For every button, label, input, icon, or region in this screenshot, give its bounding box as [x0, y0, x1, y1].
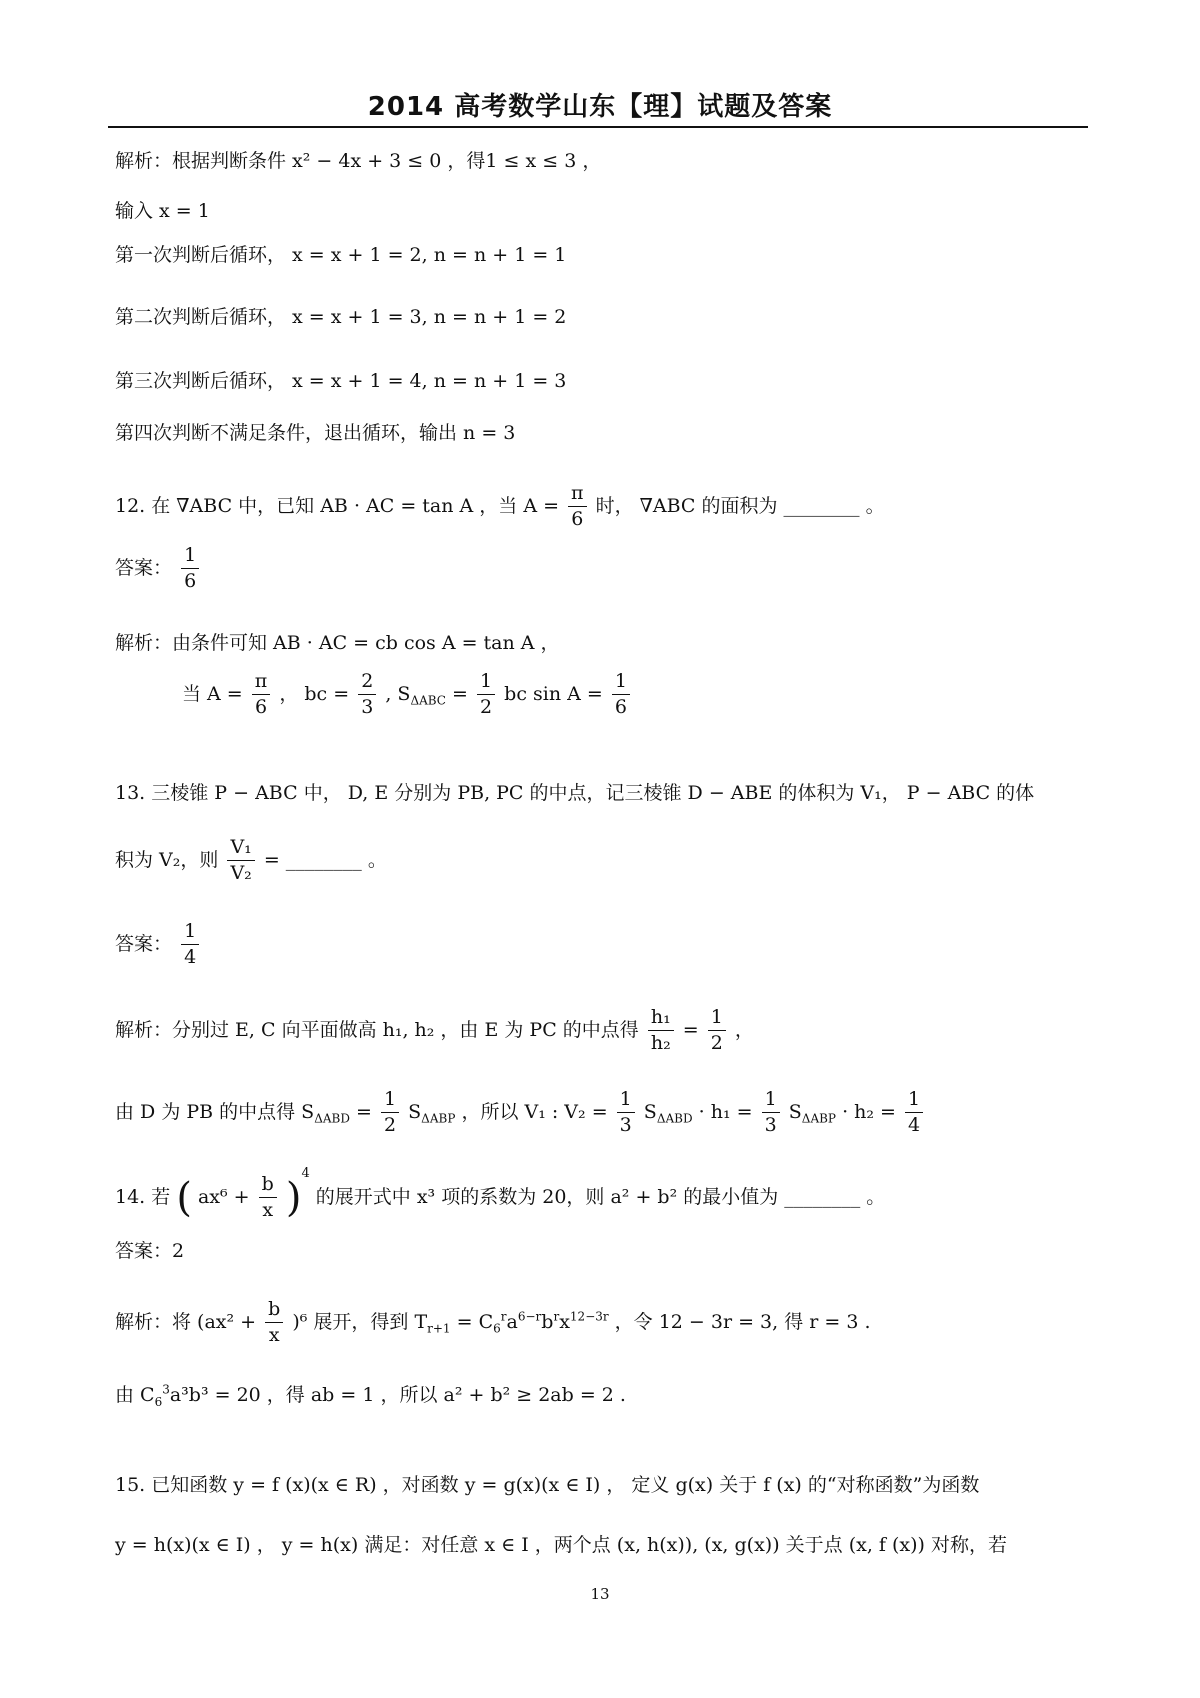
solution-14-line-1: 解析：将 (ax² + $\frac{b}{x}$ )⁶ 展开，得到 $T_{r+1} = C_6^ra^{6-r}b^rx^{12-3r}$ ，令 12 − 3r = 3, 得 r = 3 . — [115, 1298, 871, 1346]
answer-12: 答案： $\frac{1}{6}$ — [115, 546, 202, 592]
fraction-pi-6: $\frac{\pi}{6}$ — [568, 484, 587, 530]
solution-13-line-2: 由 D 为 PB 的中点得 $S_{\Delta ABD}$ = $\frac{1}{2}$ $S_{\Delta ABP}$ ，所以 V₁ : V₂ = $\frac{1}{3}$ $S_{\Delta ABD} \cdot h_1$ = $\frac{1}{3}$ $S_{\Delta ABP} \cdot h_2$ = $\frac{1}{4}$ — [115, 1090, 926, 1136]
solution-11-line-1: 解析：根据判断条件 x² − 4x + 3 ≤ 0 ，得1 ≤ x ≤ 3 ， — [115, 150, 602, 172]
answer-14: 答案：2 — [115, 1240, 185, 1262]
solution-13-line-1: 解析：分别过 E, C 向平面做高 h₁, h₂ ，由 E 为 PC 的中点得 $\frac{\text{h₁}}{\text{h₂}}$ = $\frac{1}{2}$ ， — [115, 1006, 754, 1054]
solution-11-line-6: 第四次判断不满足条件，退出循环，输出 n = 3 — [115, 422, 516, 444]
solution-11-line-2: 输入 x = 1 — [115, 200, 210, 222]
question-15-line-2: y = h(x)(x ∈ I) ， y = h(x) 满足：对任意 x ∈ I ，两个点 (x, h(x)), (x, g(x)) 关于点 (x, f (x)) 对称，若 — [115, 1534, 1007, 1556]
solution-11-line-5: 第三次判断后循环， x = x + 1 = 4, n = n + 1 = 3 — [115, 370, 567, 392]
page-number: 13 — [590, 1585, 610, 1603]
solution-14-line-2: 由 $C_6^3a^3b^3 = 20$ ，得 ab = 1 ，所以 a² + b² ≥ 2ab = 2 . — [115, 1382, 626, 1409]
answer-13-value: $\frac{1}{4}$ — [181, 922, 199, 968]
solution-12-line-1: 解析：由条件可知 AB · AC = cb cos A = tan A ， — [115, 632, 560, 654]
question-13-line-1: 13. 三棱锥 P − ABC 中， D, E 分别为 PB, PC 的中点，记三棱锥 D − ABE 的体积为 V₁， P − ABC 的体 — [115, 782, 1035, 804]
question-12-text-b: 时， ∇ABC 的面积为 ________ 。 — [595, 494, 885, 517]
answer-12-value: $\frac{1}{6}$ — [181, 546, 199, 592]
answer-13: 答案： $\frac{1}{4}$ — [115, 922, 202, 968]
header-rule — [108, 126, 1088, 128]
page-title: 2014 高考数学山东【理】试题及答案 — [367, 92, 833, 122]
question-15-line-1: 15. 已知函数 y = f (x)(x ∈ R) ，对函数 y = g(x)(x ∈ I) ， 定义 g(x) 关于 f (x) 的“对称函数”为函数 — [115, 1474, 980, 1496]
question-12 — [115, 484, 885, 530]
solution-12-line-2: 当 A = $\frac{\pi}{6}$ ， bc = $\frac{2}{3}$ , $S_{\Delta ABC}$ = $\frac{1}{2}$ bc sin A = $\frac{1}{6}$ — [182, 672, 633, 718]
question-14: 14. 若 ( ax⁶ + $\frac{b}{x}$ )$^4$ 的展开式中 x³ 项的系数为 20，则 a² + b² 的最小值为 ________ 。 — [115, 1166, 886, 1221]
question-13-line-2: 积为 V₂，则 $\frac{\text{V₁}}{\text{V₂}}$ = ________ 。 — [115, 836, 387, 884]
question-12-text-a: 12. 在 ∇ABC 中，已知 AB · AC = tan A ，当 A = — [115, 494, 559, 517]
solution-11-line-3: 第一次判断后循环， x = x + 1 = 2, n = n + 1 = 1 — [115, 244, 567, 266]
solution-11-line-4: 第二次判断后循环， x = x + 1 = 3, n = n + 1 = 2 — [115, 306, 567, 328]
